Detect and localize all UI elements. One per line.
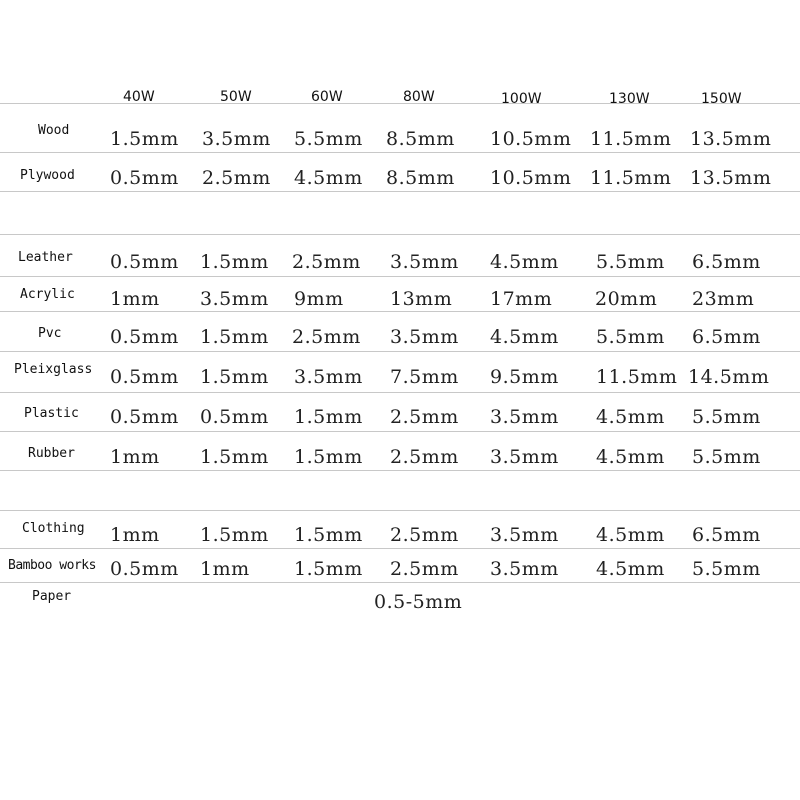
- table-cell: 7.5mm: [390, 366, 459, 388]
- row-divider: [0, 510, 800, 511]
- column-header-130w: 130W: [609, 91, 650, 107]
- table-cell: 1.5mm: [110, 128, 179, 150]
- table-cell: 4.5mm: [490, 251, 559, 273]
- table-cell: 1mm: [110, 288, 160, 310]
- table-cell: 5.5mm: [692, 558, 761, 580]
- row-divider: [0, 548, 800, 549]
- table-cell: 6.5mm: [692, 524, 761, 546]
- row-divider: [0, 103, 800, 104]
- row-label-acrylic: Acrylic: [20, 287, 75, 302]
- row-divider: [0, 431, 800, 432]
- row-label-pvc: Pvc: [38, 326, 62, 341]
- column-header-50w: 50W: [220, 89, 252, 105]
- column-header-60w: 60W: [311, 89, 343, 105]
- table-cell: 4.5mm: [596, 558, 665, 580]
- table-cell: 2.5mm: [390, 558, 459, 580]
- row-label-clothing: Clothing: [22, 521, 85, 536]
- table-cell: 8.5mm: [386, 167, 455, 189]
- row-divider: [0, 311, 800, 312]
- table-cell: 1.5mm: [294, 558, 363, 580]
- table-cell: 0.5mm: [110, 251, 179, 273]
- table-cell: 13.5mm: [690, 128, 772, 150]
- table-cell: 9.5mm: [490, 366, 559, 388]
- row-label-paper: Paper: [32, 589, 72, 604]
- row-label-plastic: Plastic: [24, 406, 79, 421]
- table-cell: 3.5mm: [390, 326, 459, 348]
- table-cell: 2.5mm: [292, 251, 361, 273]
- table-cell: 5.5mm: [596, 326, 665, 348]
- table-cell: 20mm: [595, 288, 658, 310]
- column-header-40w: 40W: [123, 89, 155, 105]
- row-divider: [0, 470, 800, 471]
- row-divider: [0, 392, 800, 393]
- table-cell: 2.5mm: [390, 406, 459, 428]
- row-label-wood: Wood: [38, 123, 70, 138]
- table-cell: 5.5mm: [692, 406, 761, 428]
- table-cell: 9mm: [294, 288, 344, 310]
- table-cell: 6.5mm: [692, 251, 761, 273]
- table-cell: 6.5mm: [692, 326, 761, 348]
- table-cell: 1mm: [110, 446, 160, 468]
- table-cell: 2.5mm: [292, 326, 361, 348]
- table-cell: 1.5mm: [200, 524, 269, 546]
- table-cell: 1mm: [110, 524, 160, 546]
- table-cell: 1.5mm: [294, 524, 363, 546]
- row-label-bamboo-works: Bamboo works: [8, 558, 96, 573]
- table-cell: 5.5mm: [596, 251, 665, 273]
- row-label-pleixglass: Pleixglass: [14, 362, 93, 377]
- row-label-plywood: Plywood: [20, 168, 75, 183]
- table-cell: 8.5mm: [386, 128, 455, 150]
- table-cell: 1.5mm: [294, 406, 363, 428]
- column-header-100w: 100W: [501, 91, 542, 107]
- column-header-150w: 150W: [701, 91, 742, 107]
- table-cell: 3.5mm: [490, 524, 559, 546]
- table-cell: 2.5mm: [202, 167, 271, 189]
- row-divider: [0, 191, 800, 192]
- table-cell: 3.5mm: [490, 446, 559, 468]
- row-label-rubber: Rubber: [28, 446, 75, 461]
- table-cell: 1.5mm: [200, 251, 269, 273]
- row-divider: [0, 351, 800, 352]
- table-cell: 1mm: [200, 558, 250, 580]
- table-cell: 4.5mm: [596, 524, 665, 546]
- row-label-leather: Leather: [18, 250, 73, 265]
- paper-range-value: 0.5-5mm: [374, 591, 463, 613]
- table-cell: 17mm: [490, 288, 553, 310]
- table-cell: 0.5mm: [200, 406, 269, 428]
- table-cell: 0.5mm: [110, 366, 179, 388]
- table-cell: 0.5mm: [110, 406, 179, 428]
- table-cell: 1.5mm: [200, 326, 269, 348]
- table-cell: 4.5mm: [596, 446, 665, 468]
- row-divider: [0, 276, 800, 277]
- row-divider: [0, 152, 800, 153]
- table-cell: 3.5mm: [202, 128, 271, 150]
- table-cell: 11.5mm: [596, 366, 678, 388]
- table-cell: 1.5mm: [200, 446, 269, 468]
- table-cell: 4.5mm: [294, 167, 363, 189]
- table-cell: 0.5mm: [110, 167, 179, 189]
- column-header-80w: 80W: [403, 89, 435, 105]
- table-cell: 5.5mm: [692, 446, 761, 468]
- table-cell: 3.5mm: [200, 288, 269, 310]
- table-cell: 1.5mm: [294, 446, 363, 468]
- table-cell: 10.5mm: [490, 167, 572, 189]
- table-cell: 11.5mm: [590, 167, 672, 189]
- table-cell: 3.5mm: [490, 558, 559, 580]
- table-cell: 0.5mm: [110, 558, 179, 580]
- table-cell: 0.5mm: [110, 326, 179, 348]
- table-cell: 10.5mm: [490, 128, 572, 150]
- table-cell: 13.5mm: [690, 167, 772, 189]
- row-divider: [0, 234, 800, 235]
- table-cell: 11.5mm: [590, 128, 672, 150]
- table-cell: 2.5mm: [390, 446, 459, 468]
- row-divider: [0, 582, 800, 583]
- table-cell: 23mm: [692, 288, 755, 310]
- table-cell: 3.5mm: [390, 251, 459, 273]
- table-cell: 1.5mm: [200, 366, 269, 388]
- table-cell: 14.5mm: [688, 366, 770, 388]
- table-cell: 13mm: [390, 288, 453, 310]
- table-cell: 4.5mm: [490, 326, 559, 348]
- table-cell: 4.5mm: [596, 406, 665, 428]
- table-cell: 3.5mm: [294, 366, 363, 388]
- table-cell: 5.5mm: [294, 128, 363, 150]
- table-cell: 3.5mm: [490, 406, 559, 428]
- table-cell: 2.5mm: [390, 524, 459, 546]
